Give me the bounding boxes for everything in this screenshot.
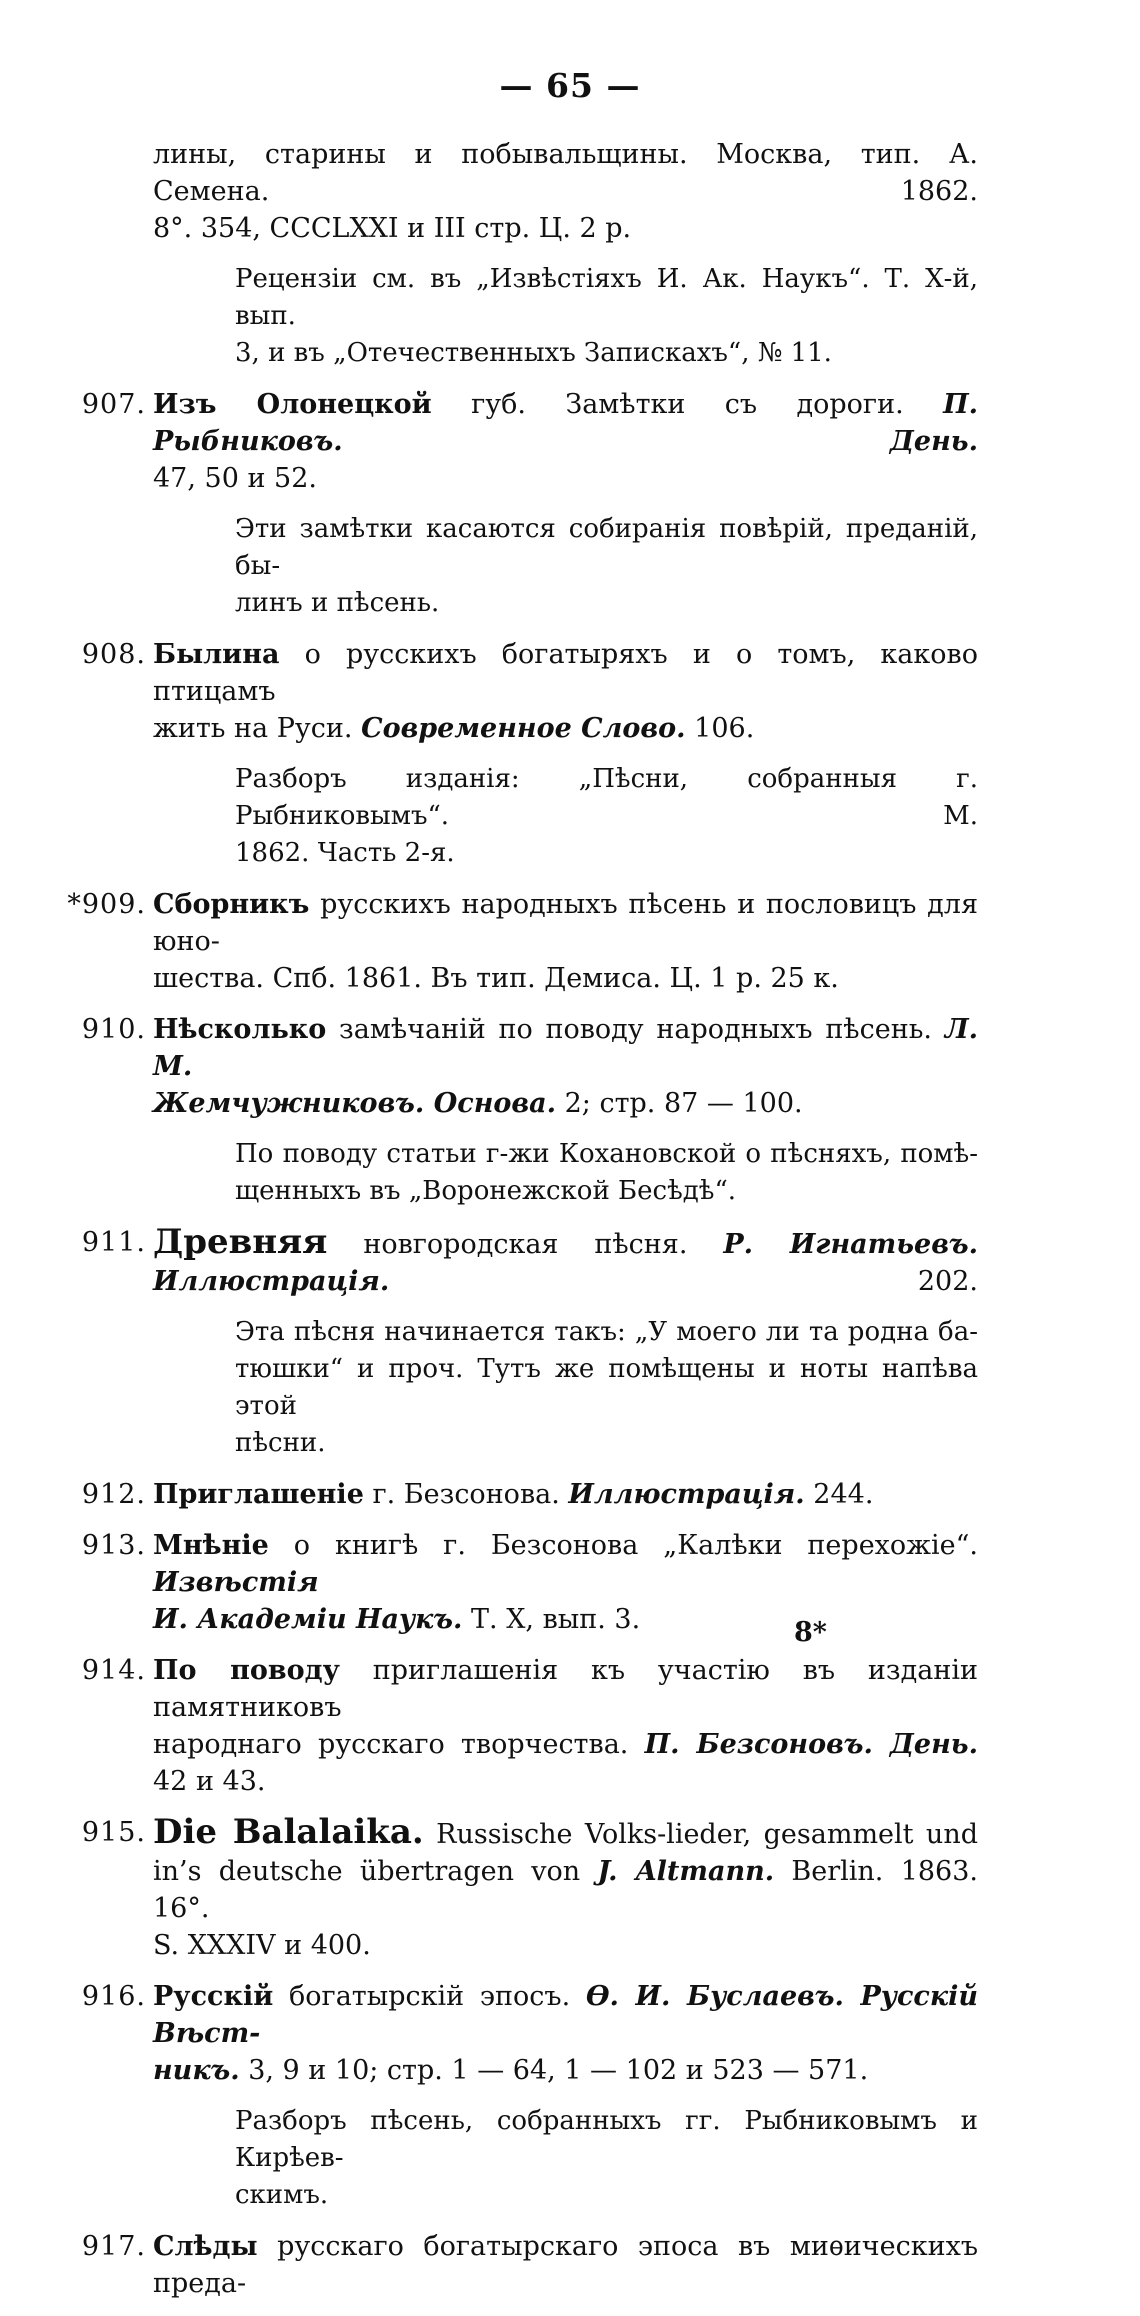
annotation-line: тюшки“ и проч. Тутъ же помѣщены и ноты напѣва этой bbox=[235, 1354, 978, 1421]
entry-number: *909. bbox=[67, 889, 146, 920]
annotation-line: Рецензіи см. въ „Извѣстіяхъ И. Ак. Наукъ“. Т. Х-й, вып. bbox=[235, 264, 978, 331]
text-line: Древняя новгородская пѣсня. Р. Игнатьевъ. Иллюстрація. 202. bbox=[153, 1222, 978, 1297]
source: И. Академіи Наукъ. bbox=[153, 1604, 463, 1635]
text-line: Приглашеніе г. Безсонова. Иллюстрація. 244. bbox=[153, 1479, 874, 1510]
bibliography-entry bbox=[60, 886, 978, 997]
annotation-line: пѣсни. bbox=[235, 1428, 326, 1458]
headword: Древняя bbox=[153, 1222, 328, 1262]
annotation-line: 3, и въ „Отечественныхъ Запискахъ“, № 11. bbox=[235, 338, 832, 368]
text-line: По поводу приглашенія къ участію въ изданіи памятниковъ bbox=[153, 1655, 978, 1723]
entry-number: 913. bbox=[81, 1530, 146, 1561]
entry-number: 910. bbox=[81, 1014, 146, 1045]
text-line: Жемчужниковъ. Основа. 2; стр. 87 — 100. bbox=[153, 1088, 803, 1119]
annotation bbox=[60, 511, 978, 622]
text-line: жить на Руси. Современное Слово. 106. bbox=[153, 713, 755, 744]
bibliography-entry bbox=[60, 636, 978, 747]
headword: Слѣды bbox=[153, 2231, 258, 2262]
text-line: in’s deutsche übertragen von J. Altmann. Berlin. 1863. 16°. bbox=[153, 1856, 978, 1924]
source: Современное Слово. bbox=[361, 713, 686, 744]
annotation-line: линъ и пѣсень. bbox=[235, 588, 440, 618]
source: Ѳ. И. Буслаевъ. Русскій Вѣст- bbox=[153, 1981, 978, 2049]
bibliography-entry bbox=[60, 2228, 978, 2302]
source: П. Безсоновъ. День. bbox=[644, 1729, 978, 1760]
entry-number: 911. bbox=[81, 1227, 146, 1258]
headword: Die Balalaika. bbox=[153, 1812, 424, 1852]
annotation-line: Эта пѣсня начинается такъ: „У моего ли та родна ба- bbox=[235, 1317, 978, 1347]
entry-number: 908. bbox=[81, 639, 146, 670]
text-line: никъ. 3, 9 и 10; стр. 1 — 64, 1 — 102 и 523 — 571. bbox=[153, 2055, 869, 2086]
source: Р. Игнатьевъ. Иллюстрація. bbox=[153, 1229, 978, 1297]
headword: Мнѣніе bbox=[153, 1530, 269, 1561]
annotation-line: Разборъ пѣсень, собранныхъ гг. Рыбниковымъ и Кирѣев- bbox=[235, 2106, 978, 2173]
annotation bbox=[60, 1136, 978, 1210]
annotation-line: скимъ. bbox=[235, 2180, 329, 2210]
bibliography-entry bbox=[60, 1652, 978, 1800]
text-line: И. Академіи Наукъ. Т. X, вып. 3. bbox=[153, 1604, 641, 1635]
bibliography-entry bbox=[60, 1224, 978, 1300]
headword: Былина bbox=[153, 639, 280, 670]
source: никъ. bbox=[153, 2055, 240, 2086]
text-line: Die Balalaika. Russische Volks-lieder, gesammelt und bbox=[153, 1812, 978, 1852]
source: J. Altmann. bbox=[597, 1856, 775, 1887]
headword: Приглашеніе bbox=[153, 1479, 364, 1510]
text-line: S. XXXIV и 400. bbox=[153, 1930, 371, 1961]
text-line: шества. Спб. 1861. Въ тип. Демиса. Ц. 1 р. 25 к. bbox=[153, 963, 839, 994]
bibliography-entry bbox=[60, 1527, 978, 1638]
annotation-line: щенныхъ въ „Воронежской Бесѣдѣ“. bbox=[235, 1176, 737, 1206]
text-line: Сборникъ русскихъ народныхъ пѣсень и пословицъ для юно- bbox=[153, 889, 978, 957]
text-line: народнаго русскаго творчества. П. Безсоновъ. День. 42 и 43. bbox=[153, 1729, 978, 1797]
text-line: Слѣды русскаго богатырскаго эпоса въ миѳическихъ преда- bbox=[153, 2231, 978, 2299]
source: Извѣстія bbox=[153, 1567, 319, 1598]
page-body bbox=[60, 136, 978, 2316]
source: Л. М. bbox=[153, 1014, 978, 1082]
annotation-line: Эти замѣтки касаются собиранія повѣрій, преданій, бы- bbox=[235, 514, 978, 581]
signature-mark: 8* bbox=[794, 1617, 827, 1648]
source: Жемчужниковъ. Основа. bbox=[153, 1088, 557, 1119]
source: Иллюстрація. bbox=[568, 1479, 805, 1510]
entry-number: 916. bbox=[81, 1981, 146, 2012]
text-line: 47, 50 и 52. bbox=[153, 463, 317, 494]
text-line: 8°. 354, CCCLXXI и III стр. Ц. 2 р. bbox=[153, 213, 632, 244]
bibliography-entry bbox=[60, 1814, 978, 1964]
entry-number: 915. bbox=[81, 1817, 146, 1848]
headword: Нѣсколько bbox=[153, 1014, 327, 1045]
annotation-line: По поводу статьи г-жи Кохановской о пѣсняхъ, помѣ- bbox=[235, 1139, 978, 1169]
source: П. Рыбниковъ. День. bbox=[153, 389, 978, 457]
text-line: Нѣсколько замѣчаній по поводу народныхъ пѣсень. Л. М. bbox=[153, 1014, 978, 1082]
headword: По поводу bbox=[153, 1655, 340, 1686]
entry-continuation bbox=[153, 136, 978, 247]
text-line: Изъ Олонецкой губ. Замѣтки съ дороги. П. Рыбниковъ. День. bbox=[153, 389, 978, 457]
annotation-line: Разборъ изданія: „Пѣсни, собранныя г. Рыбниковымъ“. М. bbox=[235, 764, 978, 831]
annotation bbox=[60, 761, 978, 872]
headword: Изъ Олонецкой bbox=[153, 389, 432, 420]
entry-number: 914. bbox=[81, 1655, 146, 1686]
text-line: Русскій богатырскій эпосъ. Ѳ. И. Буслаевъ. Русскій Вѣст- bbox=[153, 1981, 978, 2049]
bibliography-entry bbox=[60, 1476, 978, 1513]
bibliography-entry bbox=[60, 1978, 978, 2089]
entry-number: 917. bbox=[81, 2231, 146, 2262]
bibliography-entry bbox=[60, 1011, 978, 1122]
annotation bbox=[60, 261, 978, 372]
text-line: лины, старины и побывальщины. Москва, тип. А. Семена. 1862. bbox=[153, 139, 978, 207]
annotation bbox=[60, 1314, 978, 1462]
entry-number: 907. bbox=[81, 389, 146, 420]
page-number: — 65 — bbox=[499, 66, 641, 105]
annotation bbox=[60, 2103, 978, 2214]
text-line: Мнѣніе о книгѣ г. Безсонова „Калѣки перехожіе“. Извѣстія bbox=[153, 1530, 978, 1598]
headword: Русскій bbox=[153, 1981, 274, 2012]
annotation-line: 1862. Часть 2-я. bbox=[235, 838, 455, 868]
text-line: Былина о русскихъ богатыряхъ и о томъ, каково птицамъ bbox=[153, 639, 978, 707]
bibliography-entry bbox=[60, 386, 978, 497]
entry-number: 912. bbox=[81, 1479, 146, 1510]
headword: Сборникъ bbox=[153, 889, 310, 920]
